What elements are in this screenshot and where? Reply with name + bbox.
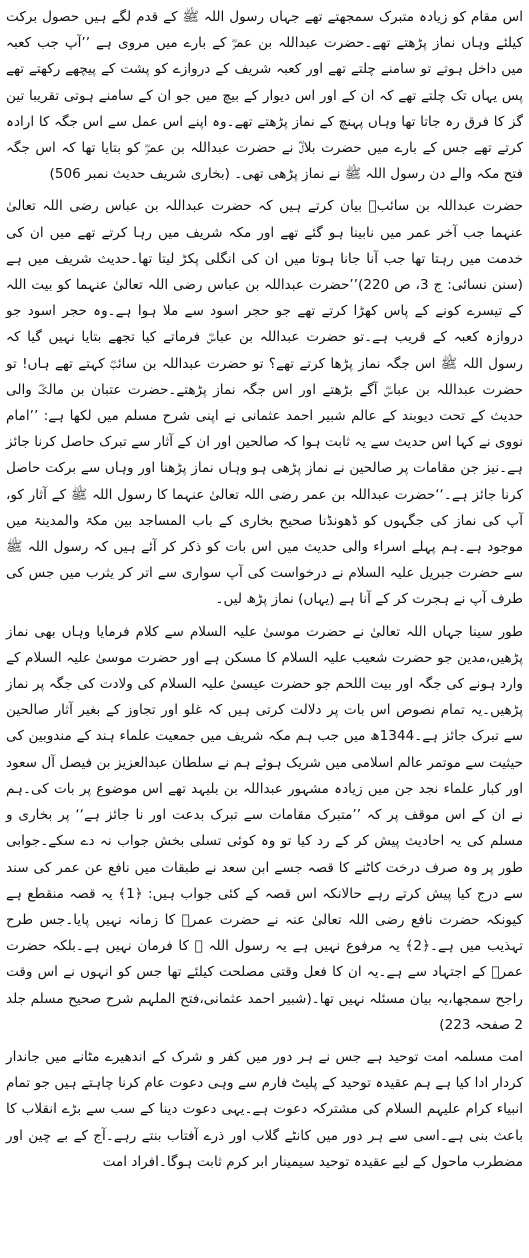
paragraph-1: اس مقام کو زیادہ متبرک سمجھتے تھے جہاں رسول اللہ ﷺ کے قدم لگے ہیں حصول برکت کیلئے وہاں نماز پڑھتے تھے۔حضرت عبداللہ بن عمرؓ کے بارے میں مروی ہے ’’آپ جب کعبہ میں داخل ہوتے تو سامنے چلتے تھے اور کعبہ شریف کے دروازے کو پشت کے پیچھے رکھتے تھے پس یہاں تک چلتے تھے کہ ان کے اور اس دیوار کے بیچ میں جو ان کے سامنے ہوتی تقریبا تین گز کا فرق رہ جاتا تھا وہاں پہنچ کے نماز پڑھتے تھے۔وہ اپنے اس عمل سے اس جگہ کا ارادہ کرتے تھے جس کے بارے میں حضرت بلالؓ نے حضرت عبداللہ بن عمرؓ کو بتایا تھا کہ اس جگہ فتح مکہ والے دن رسول اللہ ﷺ نے نماز پڑھی تھی۔ (بخاری شریف حدیث نمبر 506) [6,9,523,183]
paragraph-3: طور سینا جہاں اللہ تعالیٰ نے حضرت موسیٰ علیہ السلام سے کلام فرمایا وہاں بھی نماز پڑھیں،مدین جو حضرت شعیب علیہ السلام کا مسکن ہے اور حضرت موسیٰ علیہ السلام کے وارد ہونے کی جگہ اور بیت اللحم جو حضرت عیسیٰ علیہ السلام کی ولادت کی جگہ پر نماز پڑھیں۔یہ تمام نصوص اس بات پر دلالت کرتی ہیں کہ غلو اور تجاوز کے بغیر آثار صالحین سے تبرک جائز ہے۔1344ھ میں جب ہم مکہ شریف میں جمعیت علماء ہند کے مندوبین کی حیثیت سے موتمر عالم اسلامی میں شریک ہوئے ہم نے سلطان عبدالعزیز بن فیصل آل سعود اور کبار علماء نجد جن میں زیادہ مشہور عبداللہ بن بلیہد تھے اس موضوع پر بات کی۔ہم نے ان کے اس موقف پر کہ ’’متبرک مقامات سے تبرک بدعت اور نا جائز ہے‘‘ پر بخاری و مسلم کی یہ احادیث پیش کر کے رد کیا تو وہ کوئی تسلی بخش جواب نہ دے سکے۔جوابی طور پر وہ صرف درخت کاٹنے کا قصہ جسے ابن سعد نے طبقات میں نافع عن عمر کی سند سے درج کیا پیش کرتے رہے حالانکہ اس قصہ کے کئی جواب ہیں: ﴿1﴾ یہ قصہ منقطع ہے کیونکہ حضرت نافع رضی اللہ تعالیٰ عنہ نے حضرت عمرؓ کا زمانہ نہیں پایا۔جس طرح تہذیب میں ہے۔﴿2﴾ یہ مرفوع نہیں ہے یہ رسول اللہ ﷺ کا فرمان نہیں ہے۔بلکہ حضرت عمرؓ کے اجتہاد سے ہے۔یہ ان کا فعل وقتی مصلحت کیلئے تھا جس کو انہوں نے اس وقت راجح سمجھا،یہ بیان مسئلہ نہیں تھا۔(شبیر احمد عثمانی،فتح الملہم شرح صحیح مسلم جلد 2 صفحہ 223) [6,623,524,1033]
paragraph-4: امت مسلمہ امت توحید ہے جس نے ہر دور میں کفر و شرک کے اندھیرے مٹانے میں جاندار کردار ادا کیا ہے ہم عقیدہ توحید کے پلیٹ فارم سے وہی دعوت عام کرنا چاہتے ہیں جو تمام انبیاء کرام علیہم السلام کی مشترکہ دعوت ہے۔یہی دعوت دینا کے سب سے بڑے انقلاب کا باعث بنی ہے۔اسی سے ہر دور میں کانٹے گلاب اور ذرے آفتاب بنتے رہے۔آج کے بے چین اور مضطرب ماحول کے لیے عقیدہ توحید سیمینار ابر کرم ثابت ہوگا۔افراد امت [6,1048,523,1170]
paragraph-2: حضرت عبداللہ بن سائبؓ بیان کرتے ہیں کہ حضرت عبداللہ بن عباس رضی اللہ تعالیٰ عنہما جب آخر عمر میں نابینا ہو گئے تھے اور مکہ شریف میں رہا کرتے تھے میں ان کی خدمت میں رہتا تھا جب آنا جانا ہوتا میں ان کی انگلی پکڑ لیتا تھا۔حدیث شریف میں ہے (سنن نسائی: ج 3، ص 220)’’حضرت عبداللہ بن عباس رضی اللہ تعالیٰ عنہما کو بیت اللہ کے تیسرے کونے کے پاس کھڑا کرتے تھے جو حجر اسود سے ملا ہوا ہے۔وہ حجر اسود جو دروازہ کعبہ کے قریب ہے۔تو حضرت عبداللہ بن عباسؓ فرماتے کیا تجھے بتایا نہیں گیا کہ رسول اللہ ﷺ اس جگہ نماز پڑھا کرتے تھے؟ تو حضرت عبداللہ بن سائبؓ کہتے تھے ہاں! تو حضرت عبداللہ بن عباسؓ آگے بڑھتے اور اس جگہ نماز پڑھتے۔حضرت عتبان بن مالکؓ والی حدیث کے تحت دیوبند کے عالم شبیر احمد عثمانی نے اپنی شرح مسلم میں لکھا ہے: ’’امام نووی نے کہا اس حدیث سے یہ ثابت ہوا کہ صالحین اور ان کے آثار سے تبرک حاصل کرنا جائز ہے۔نیز جن مقامات پر صالحین نے نماز پڑھی ہو وہاں نماز پڑھنا اور وہاں سے برکت حاصل کرنا جائز ہے۔‘‘حضرت عبداللہ بن عمر رضی اللہ تعالیٰ عنہما کا رسول اللہ ﷺ کے آثار کو، آپ کی نماز کی جگہوں کو ڈھونڈنا صحیح بخاری کے باب المساجد بین مکۃ والمدینۃ میں موجود ہے۔ہم پہلے اسراء والی حدیث میں اس بات کو ذکر کر آئے ہیں کہ رسول اللہ ﷺ سے حضرت جبریل علیہ السلام نے درخواست کی آپ سواری سے اتر کر یثرب میں جس کی طرف آپ نے ہجرت کر کے آنا ہے (یہاں) نماز پڑھ لیں۔ [6,198,523,608]
